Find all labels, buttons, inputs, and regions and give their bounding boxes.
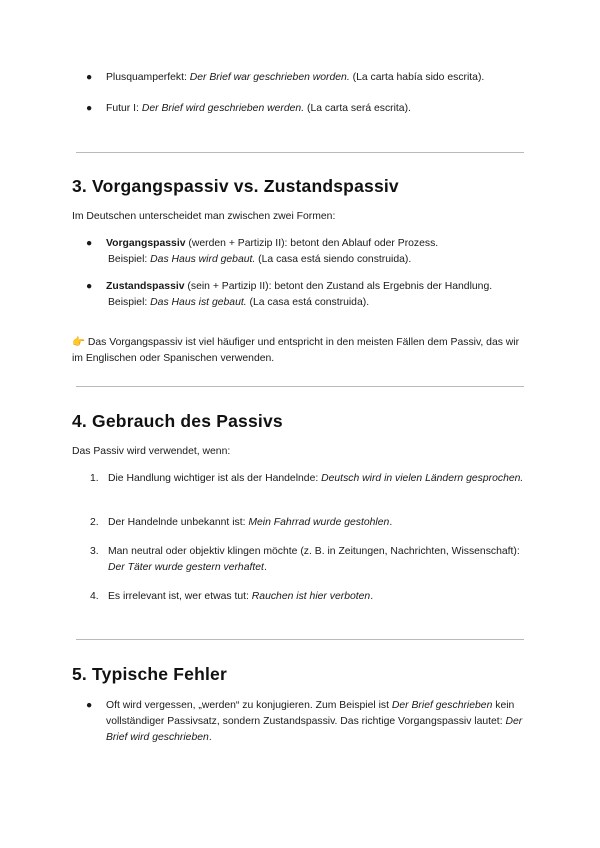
bullet-icon: ● bbox=[86, 281, 93, 292]
list-item: ● Zustandspassiv (sein + Partizip II): betont den Zustand als Ergebnis der Handlung. Beispiel: Das Haus ist gebaut. (La casa está construida). bbox=[86, 281, 493, 308]
horizontal-divider bbox=[76, 152, 524, 153]
list-item: ● Futur I: Der Brief wird geschrieben werden. (La carta será escrita). bbox=[92, 101, 530, 117]
section-5-heading: 5. Typische Fehler bbox=[72, 664, 227, 684]
section-4-intro: Das Passiv wird verwendet, wenn: bbox=[72, 446, 231, 457]
bullet-icon: ● bbox=[86, 700, 93, 711]
bullet-icon: ● bbox=[86, 72, 93, 83]
bullet-icon: ● bbox=[86, 238, 93, 249]
list-item: 4. Es irrelevant ist, wer etwas tut: Rauchen ist hier verboten. bbox=[90, 591, 374, 602]
section-3-heading: 3. Vorgangspassiv vs. Zustandspassiv bbox=[72, 176, 399, 196]
list-item: ● Oft wird vergessen, „werden“ zu konjugieren. Zum Beispiel ist Der Brief geschrieben kein vollständiger Passivsatz, sondern Zustandspassiv. Das richtige Vorgangspassiv lautet: Der Brief wird geschrieben. bbox=[86, 700, 523, 743]
pointing-hand-icon: 👉 bbox=[72, 337, 85, 348]
section-3-note: 👉 Das Vorgangspassiv ist viel häufiger und entspricht in den meisten Fällen dem Passiv, das wir im Englischen oder Spanischen verwenden. bbox=[72, 337, 520, 364]
list-item: 1. Die Handlung wichtiger ist als der Handelnde: Deutsch wird in vielen Ländern gesprochen. bbox=[90, 473, 524, 484]
section-3-intro: Im Deutschen unterscheidet man zwischen zwei Formen: bbox=[72, 211, 336, 222]
section-4-heading: 4. Gebrauch des Passivs bbox=[72, 411, 283, 431]
horizontal-divider bbox=[76, 386, 524, 387]
list-item: ● Vorgangspassiv (werden + Partizip II): betont den Ablauf oder Prozess. Beispiel: Das Haus wird gebaut. (La casa está siendo construida). bbox=[86, 238, 439, 265]
horizontal-divider bbox=[76, 639, 524, 640]
list-item: 2. Der Handelnde unbekannt ist: Mein Fahrrad wurde gestohlen. bbox=[90, 517, 393, 528]
list-item: ● Plusquamperfekt: Der Brief war geschrieben worden. (La carta había sido escrita). bbox=[92, 70, 530, 86]
list-item: 3. Man neutral oder objektiv klingen möchte (z. B. in Zeitungen, Nachrichten, Wissenschaft): Der Täter wurde gestern verhaftet. bbox=[90, 546, 520, 573]
bullet-icon: ● bbox=[86, 103, 93, 114]
